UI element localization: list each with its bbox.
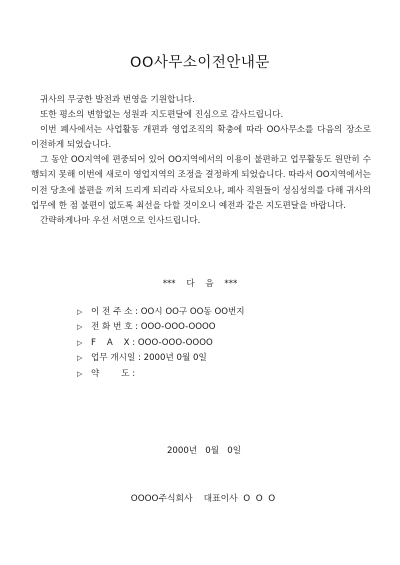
info-item-label: 업무 개시일 : 2000년 0월 0일 <box>91 353 207 364</box>
info-item-label: F A X : OOO-OOO-OOOO <box>91 337 213 348</box>
paragraph-relocation: 이번 폐사에서는 사업활동 개편과 영업조직의 확충에 따라 OO사무소를 다음의 장소로 이전하게 되었습니다. <box>31 125 371 151</box>
info-item-phone <box>77 320 377 335</box>
info-item-label: 이 전 주 소 : OO시 OO구 OO동 OO번지 <box>91 307 245 317</box>
info-item-fax <box>77 336 377 351</box>
notice-heading: *** 다 음 *** <box>162 279 238 289</box>
triangle-bullet-icon: ▷ <box>77 338 83 347</box>
document-title: OO사무소이전안내문 <box>130 55 270 71</box>
triangle-bullet-icon: ▷ <box>77 354 83 363</box>
triangle-bullet-icon: ▷ <box>77 323 83 332</box>
triangle-bullet-icon: ▷ <box>77 369 83 378</box>
info-item-start-date <box>77 351 377 366</box>
info-item-address <box>77 305 377 320</box>
triangle-bullet-icon: ▷ <box>77 308 83 316</box>
info-list <box>77 305 377 382</box>
paragraph-reason: 그 동안 OO지역에 편중되어 있어 OO지역에서의 이용이 불편하고 업무활동도 원만히 수행되지 못해 이번에 새로이 영업지역의 조정을 결정하게 되었습니다. 따라서 OO지역에서는 이전 당초에 불편을 끼쳐 드리게 되리라 사료되오나, 폐사 직원들이 성심성의를 다해 귀사의 업무에 한 점 불편이 없도록 최선을 다할 것이오니 예전과 같은 지도편달을 바랍니다. <box>31 155 371 211</box>
signature-line: OOOO주식회사 대표이사 O O O <box>130 494 276 504</box>
info-item-label: 약 도 : <box>91 368 136 379</box>
document-date: 2000년 0월 0일 <box>166 446 242 456</box>
info-item-label: 전 화 번 호 : OOO-OOO-OOOO <box>91 322 216 333</box>
paragraph-thanks: 또한 평소의 변함없는 성원과 지도편달에 진심으로 감사드립니다. <box>40 110 284 121</box>
body-text <box>31 93 371 229</box>
paragraph-closing: 간략하게나마 우선 서면으로 인사드립니다. <box>40 215 201 226</box>
paragraph-greeting: 귀사의 무궁한 발전과 번영을 기원합니다. <box>40 95 195 105</box>
info-item-map <box>77 367 377 382</box>
